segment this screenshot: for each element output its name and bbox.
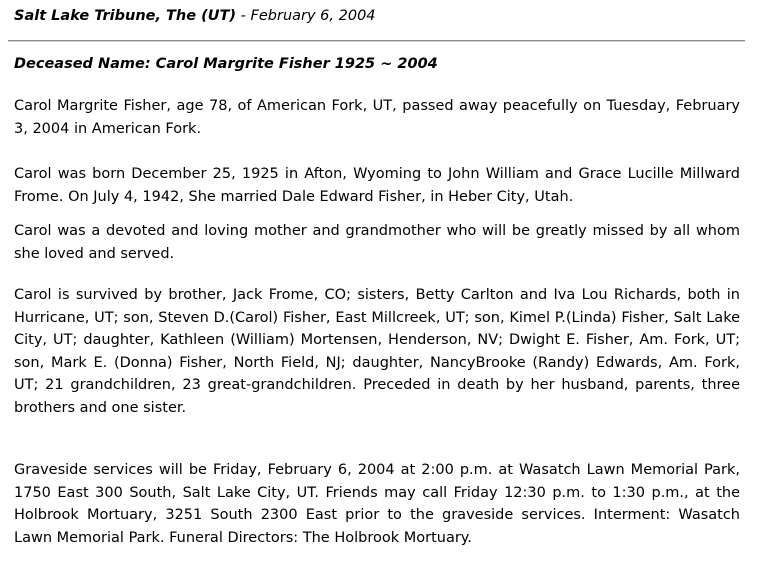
obituary-paragraph-1: Carol Margrite Fisher, age 78, of American Fork, UT, passed away peacefully on Tuesday, February 3, 2004 in American Fork. xyxy=(14,98,740,137)
obituary-paragraph-2: Carol was born December 25, 1925 in Afton, Wyoming to John William and Grace Lucille Millward Frome. On July 4, 1942, She married Dale Edward Fisher, in Heber City, Utah. xyxy=(14,166,740,205)
publication-header xyxy=(14,8,376,24)
header-separator: - xyxy=(236,8,251,24)
header-divider xyxy=(8,40,745,42)
publication-date: February 6, 2004 xyxy=(250,8,376,24)
publication-name: Salt Lake Tribune, The (UT) xyxy=(14,8,237,24)
deceased-name-heading: Deceased Name: Carol Margrite Fisher 1925 ~ 2004 xyxy=(14,56,438,72)
obituary-paragraph-3: Carol was a devoted and loving mother and grandmother who will be greatly missed by all whom she loved and served. xyxy=(14,223,740,262)
obituary-paragraph-5: Graveside services will be Friday, February 6, 2004 at 2:00 p.m. at Wasatch Lawn Memorial Park, 1750 East 300 South, Salt Lake City, UT. Friends may call Friday 12:30 p.m. to 1:30 p.m., at the Holbrook Mortuary, 3251 South 2300 East prior to the graveside services. Interment: Wasatch Lawn Memorial Park. Funeral Directors: The Holbrook Mortuary. xyxy=(14,462,740,546)
obituary-paragraph-4: Carol is survived by brother, Jack Frome, CO; sisters, Betty Carlton and Iva Lou Richards, both in Hurricane, UT; son, Steven D.(Carol) Fisher, East Millcreek, UT; son, Kimel P.(Linda) Fisher, Salt Lake City, UT; daughter, Kathleen (William) Mortensen, Henderson, NV; Dwight E. Fisher, Am. Fork, UT; son, Mark E. (Donna) Fisher, North Field, NJ; daughter, NancyBrooke (Randy) Edwards, Am. Fork, UT; 21 grandchildren, 23 great-grandchildren. Preceded in death by her husband, parents, three brothers and one sister. xyxy=(14,287,740,416)
